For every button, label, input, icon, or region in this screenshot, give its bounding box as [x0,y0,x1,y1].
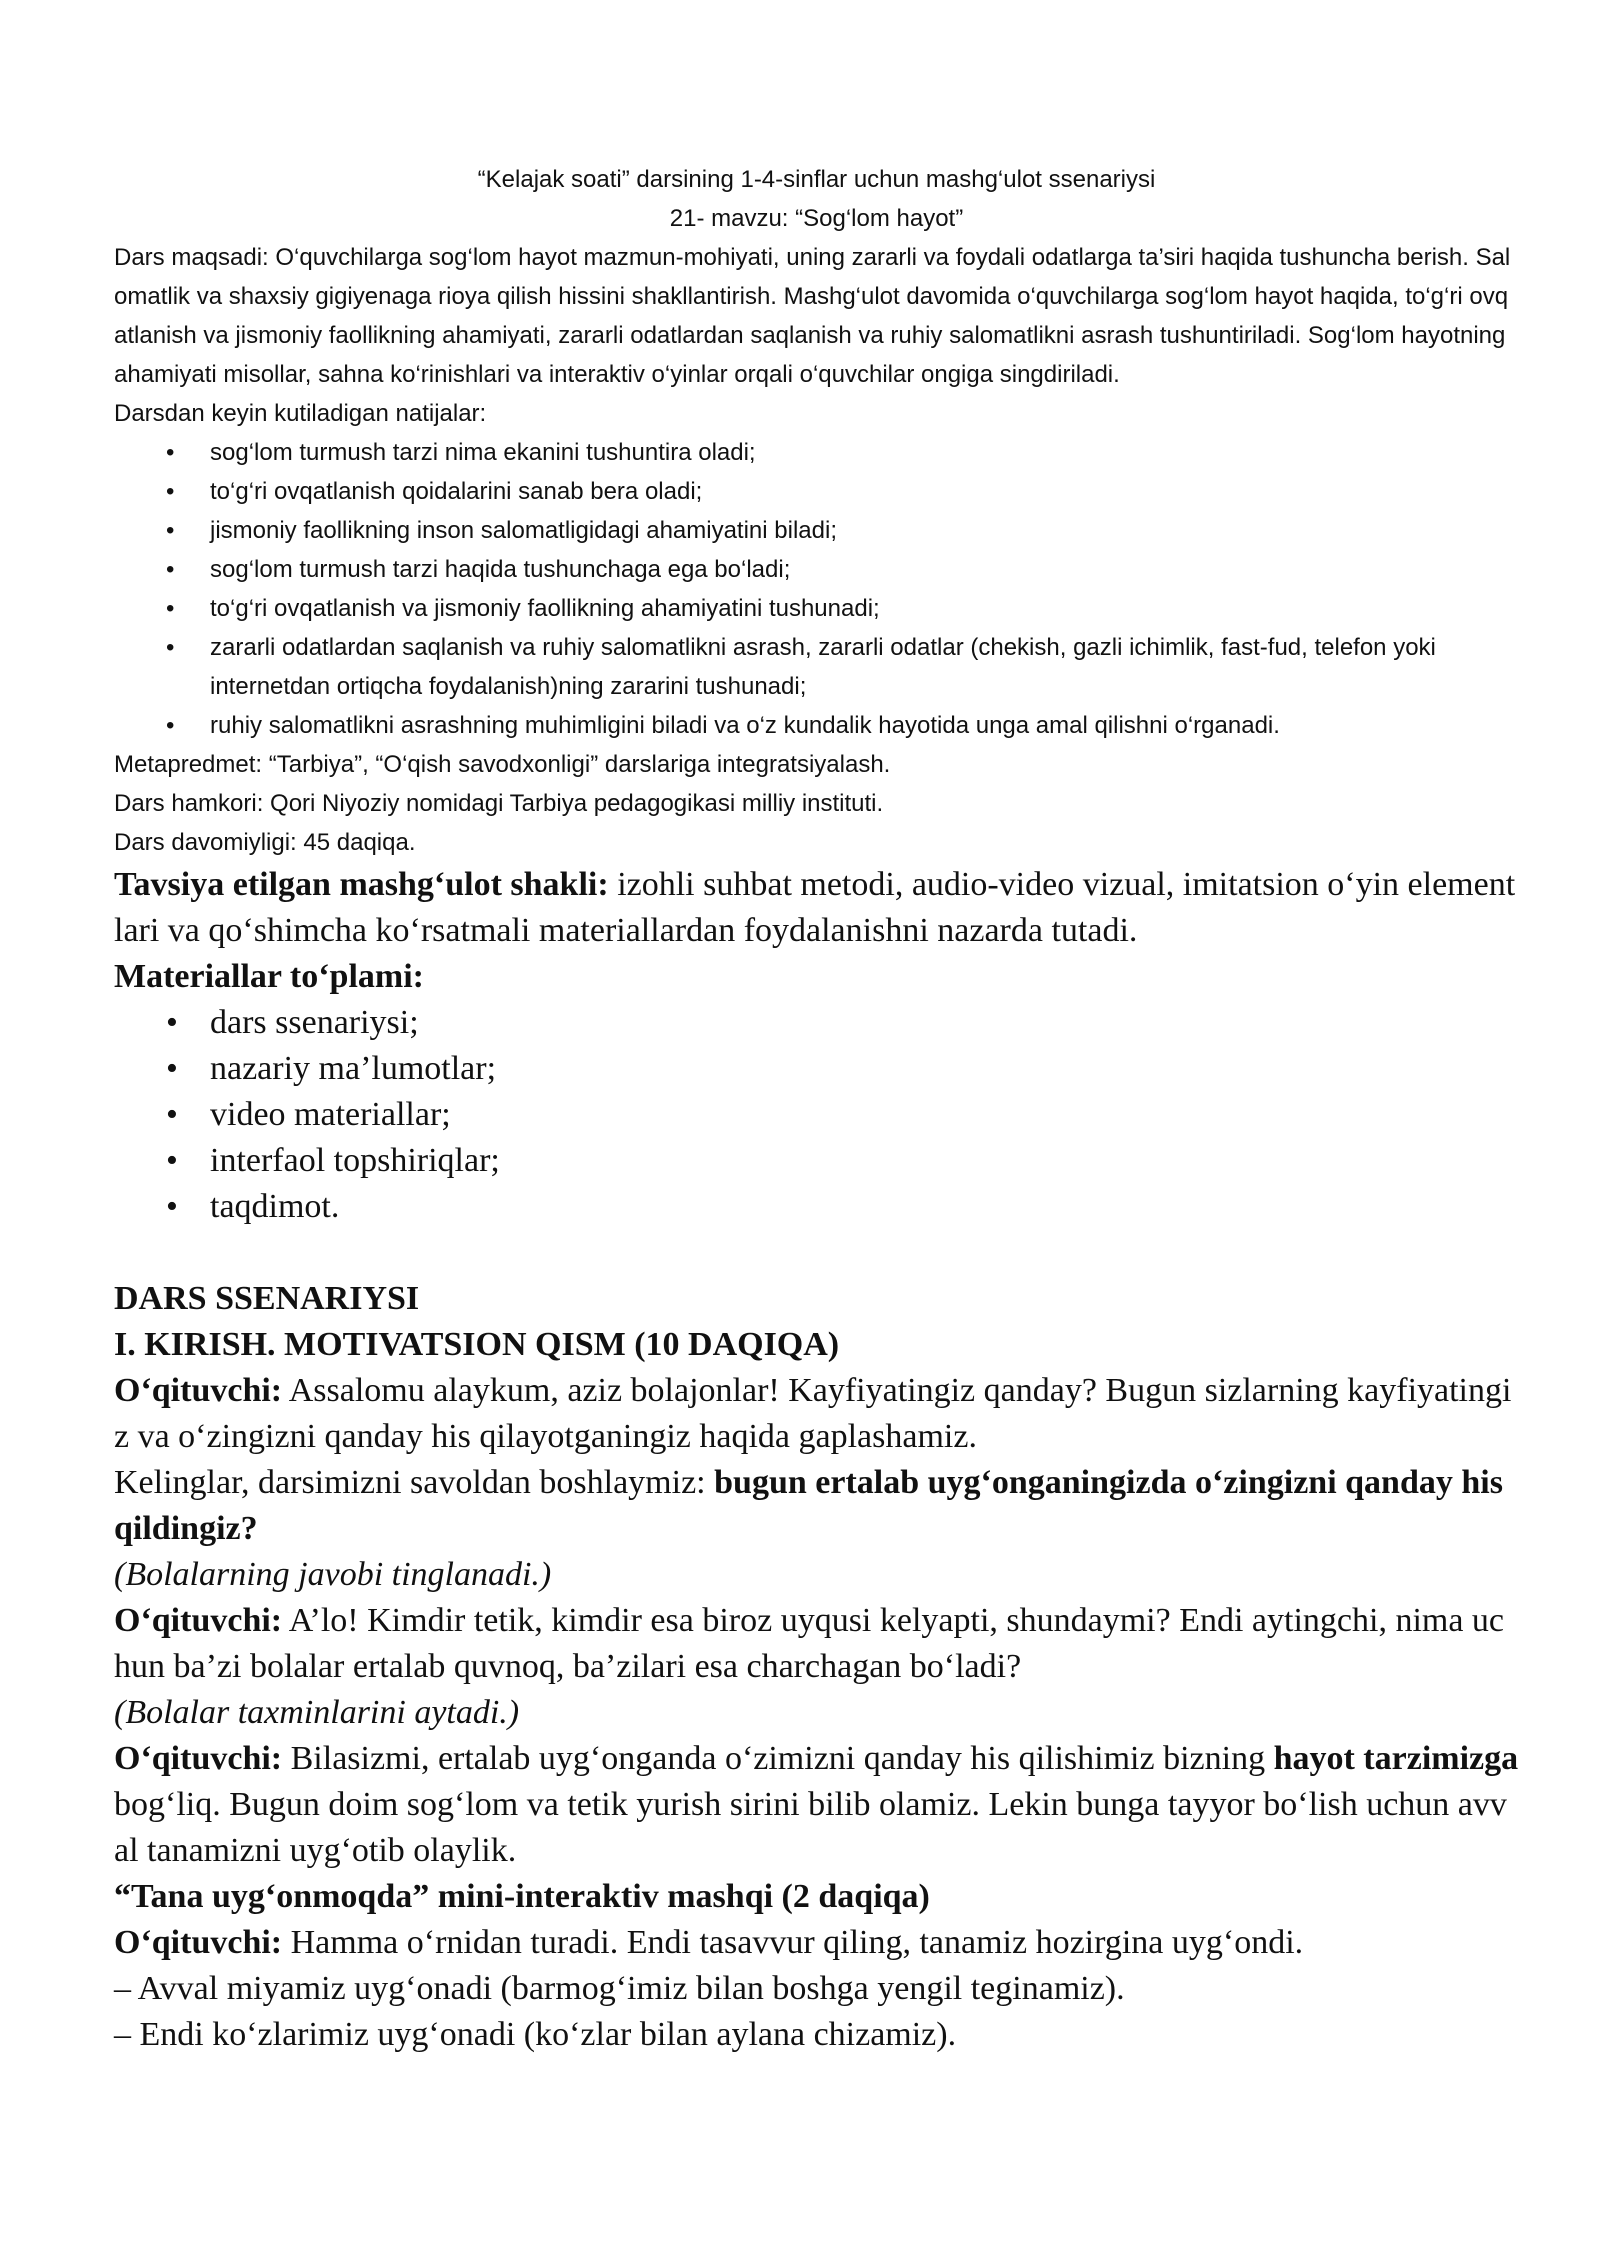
teacher-text: bog‘liq. Bugun doim sog‘lom va tetik yurish sirini bilib olamiz. Lekin bunga tayyor bo‘lish uchun avval tanamizni uyg‘otib olaylik. [114,1786,1507,1869]
list-item: • nazariy ma’lumotlar; [114,1046,1519,1092]
teacher-text: Hamma o‘rnidan turadi. Endi tasavvur qiling, tanamiz hozirgina uyg‘ondi. [282,1924,1304,1961]
document-title: “Kelajak soati” darsining 1-4-sinflar uchun mashg‘ulot ssenariysi [477,166,1156,193]
list-item: • ruhiy salomatlikni asrashning muhimligini biladi va o‘z kundalik hayotida unga amal qilishni o‘rganadi. [114,706,1519,745]
materials-list [114,1000,1519,1230]
list-item: • video materiallar; [114,1092,1519,1138]
materials-heading: Materiallar to‘plami: [114,958,425,995]
lesson-goal: Dars maqsadi: O‘quvchilarga sog‘lom hayot mazmun-mohiyati, uning zararli va foydali odatlarga ta’siri haqida tushuncha berish. Salomatlik va shaxsiy gigiyenaga rioya qilish hissini shakllantirish. Mashg‘ulot davomida o‘quvchilarga sog‘lom hayot haqida, to‘g‘ri ovqatlanish va jismoniy faollikning ahamiyati, zararli odatlardan saqlanish va ruhiy salomatlikni asrash tushuntiriladi. Sog‘lom hayotning ahamiyati misollar, sahna ko‘rinishlari va interaktiv o‘yinlar orqali o‘quvchilar ongiga singdiriladi. [114,244,1511,388]
document-page [114,160,1519,2058]
teacher-text: Bilasizmi, ertalab uyg‘onganda o‘zimizni qanday his qilishimiz bizning [282,1740,1274,1777]
exercise-step: – Avval miyamiz uyg‘onadi (barmog‘imiz bilan boshga yengil teginamiz). [114,1970,1125,2007]
question-bold: bugun ertalab uyg‘onganingizda o‘zingizni qanday his qildingiz? [114,1464,1503,1547]
topic-title: 21- mavzu: “Sog‘lom hayot” [669,205,964,232]
scenario-heading: DARS SSENARIYSI [114,1280,420,1317]
list-item: • zararli odatlardan saqlanish va ruhiy salomatlikni asrash, zararli odatlar (chekish, gazli ichimlik, fast-fud, telefon yoki internetdan ortiqcha foydalanish)ning zararini tushunadi; [114,628,1519,706]
teacher-text: A’lo! Kimdir tetik, kimdir esa biroz uyqusi kelyapti, shundaymi? Endi aytingchi, nima uchun ba’zi bolalar ertalab quvnoq, ba’zilari esa charchagan bo‘ladi? [114,1602,1505,1685]
format-paragraph [114,862,1519,954]
results-list [114,433,1519,745]
teacher-paragraph [114,1368,1519,1460]
format-text: izohli suhbat metodi, audio-video vizual, imitatsion o‘yin elementlari va qo‘shimcha ko‘rsatmali materiallardan foydalanishni nazarda tutadi. [114,866,1516,949]
list-item: • sog‘lom turmush tarzi nima ekanini tushuntira oladi; [114,433,1519,472]
metasubject: Metapredmet: “Tarbiya”, “O‘qish savodxonligi” darslariga integratsiyalash. [114,751,891,778]
teacher-paragraph [114,1920,1519,1966]
stage-note: (Bolalarning javobi tinglanadi.) [114,1556,552,1593]
question-paragraph [114,1460,1519,1552]
lesson-partner: Dars hamkori: Qori Niyoziy nomidagi Tarbiya pedagogikasi milliy instituti. [114,790,884,817]
lesson-duration: Dars davomiyligi: 45 daqiqa. [114,829,416,856]
question-lead: Kelinglar, darsimizni savoldan boshlaymiz: [114,1464,715,1501]
teacher-label: O‘qituvchi: [114,1602,283,1639]
teacher-label: O‘qituvchi: [114,1372,283,1409]
list-item: • interfaol topshiriqlar; [114,1138,1519,1184]
intro-section [114,160,1519,862]
list-item: • jismoniy faollikning inson salomatligidagi ahamiyatini biladi; [114,511,1519,550]
format-label: Tavsiya etilgan mashg‘ulot shakli: [114,866,609,903]
teacher-label: O‘qituvchi: [114,1740,283,1777]
teacher-paragraph [114,1598,1519,1690]
spacer [114,1230,1519,1276]
list-item: • sog‘lom turmush tarzi haqida tushunchaga ega bo‘ladi; [114,550,1519,589]
main-section [114,862,1519,2058]
section-heading: I. KIRISH. MOTIVATSION QISM (10 DAQIQA) [114,1326,840,1363]
emphasis-text: hayot tarzimizga [1273,1740,1519,1777]
teacher-label: O‘qituvchi: [114,1924,283,1961]
list-item: • to‘g‘ri ovqatlanish va jismoniy faollikning ahamiyatini tushunadi; [114,589,1519,628]
exercise-step: – Endi ko‘zlarimiz uyg‘onadi (ko‘zlar bilan aylana chizamiz). [114,2016,957,2053]
list-item: • taqdimot. [114,1184,1519,1230]
list-item: • dars ssenariysi; [114,1000,1519,1046]
results-heading: Darsdan keyin kutiladigan natijalar: [114,400,487,427]
teacher-paragraph [114,1736,1519,1874]
stage-note: (Bolalar taxminlarini aytadi.) [114,1694,520,1731]
exercise-heading: “Tana uyg‘onmoqda” mini-interaktiv mashqi (2 daqiqa) [114,1878,930,1915]
teacher-text: Assalomu alaykum, aziz bolajonlar! Kayfiyatingiz qanday? Bugun sizlarning kayfiyatingiz va o‘zingizni qanday his qilayotganingiz haqida gaplashamiz. [114,1372,1512,1455]
list-item: • to‘g‘ri ovqatlanish qoidalarini sanab bera oladi; [114,472,1519,511]
